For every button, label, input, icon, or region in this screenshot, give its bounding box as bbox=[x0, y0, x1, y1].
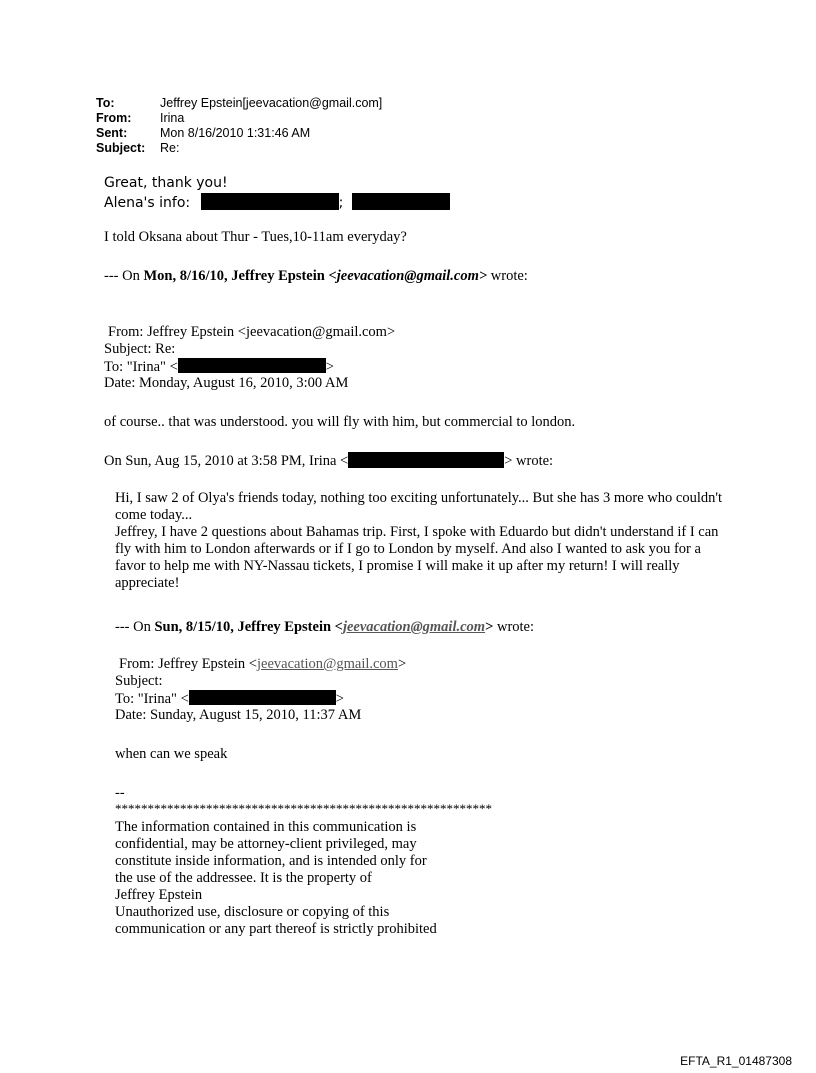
quote2-from-suffix: > bbox=[397, 656, 407, 672]
separator: ; bbox=[338, 195, 344, 211]
quote2-intro-gt: > bbox=[485, 619, 494, 635]
quote2-subject-line: Subject: bbox=[115, 673, 163, 689]
signature-disclaimer bbox=[115, 819, 437, 938]
header-sent-row bbox=[96, 126, 382, 141]
redaction-box bbox=[201, 193, 339, 210]
disclaimer-line: Jeffrey Epstein bbox=[115, 887, 203, 903]
quote2-to-prefix: To: "Irina" < bbox=[115, 691, 189, 707]
disclaimer-line: confidential, may be attorney-client privileged, may bbox=[115, 836, 417, 852]
quote2-date-line: Date: Sunday, August 15, 2010, 11:37 AM bbox=[115, 707, 362, 723]
quote2-to-line bbox=[115, 690, 344, 708]
quote1-intro-prefix: --- On bbox=[104, 268, 144, 284]
quote1-on-prefix: On Sun, Aug 15, 2010 at 3:58 PM, Irina < bbox=[104, 453, 349, 469]
quote2-intro-sender: Sun, 8/15/10, Jeffrey Epstein bbox=[154, 619, 335, 635]
header-subject-row bbox=[96, 141, 382, 156]
sent-label: Sent: bbox=[96, 126, 128, 140]
irina-message: Hi, I saw 2 of Olya's friends today, nothing too exciting unfortunately... But she has 3 more who couldn't come today... Jeffrey, I have 2 questions about Bahamas trip. First, I spoke with Eduardo but didn't understand if I can fly with him to London afterwards or if I go to London by myself. And also I wanted to ask you for a favor to help me with NY-Nassau tickets, I promise I will make it up after my return! I will really appreciate! bbox=[115, 490, 723, 591]
quote2-to-suffix: > bbox=[335, 691, 344, 707]
quote1-intro-suffix: wrote: bbox=[487, 268, 528, 284]
quote2-intro-email-link[interactable]: jeevacation@gmail.com bbox=[342, 619, 486, 635]
quote1-to-line bbox=[104, 358, 334, 376]
disclaimer-line: the use of the addressee. It is the property of bbox=[115, 870, 372, 886]
quote2-from-line bbox=[119, 656, 406, 673]
quote1-date-line: Date: Monday, August 16, 2010, 3:00 AM bbox=[104, 375, 349, 391]
quote1-subject-line: Subject: Re: bbox=[104, 341, 176, 357]
quote2-from-prefix: From: Jeffrey Epstein < bbox=[119, 656, 257, 672]
redaction-box bbox=[352, 193, 450, 210]
quote1-intro-sender: Mon, 8/16/10, Jeffrey Epstein bbox=[143, 268, 329, 284]
redaction-box bbox=[189, 690, 336, 705]
quote1-intro-email: <jeevacation@gmail.com> bbox=[328, 268, 488, 284]
from-label: From: bbox=[96, 111, 132, 125]
quote2-intro-lt: < bbox=[334, 619, 343, 635]
reply-line-1: Great, thank you! bbox=[104, 175, 228, 191]
disclaimer-line: constitute inside information, and is intended only for bbox=[115, 853, 427, 869]
redaction-box bbox=[348, 452, 504, 468]
quote1-to-prefix: To: "Irina" < bbox=[104, 359, 178, 375]
disclaimer-line: Unauthorized use, disclosure or copying of this bbox=[115, 904, 390, 920]
quote1-from-line: From: Jeffrey Epstein <jeevacation@gmail.com> bbox=[108, 324, 396, 340]
from-value: Irina bbox=[160, 111, 185, 125]
to-value: Jeffrey Epstein[jeevacation@gmail.com] bbox=[160, 96, 383, 110]
quote1-to-suffix: > bbox=[325, 359, 334, 375]
subject-label: Subject: bbox=[96, 141, 146, 155]
email-header bbox=[96, 96, 382, 156]
document-id: EFTA_R1_01487308 bbox=[680, 1054, 792, 1068]
alena-info-label: Alena's info: bbox=[104, 195, 191, 211]
subject-value: Re: bbox=[160, 141, 180, 155]
reply-block bbox=[104, 174, 450, 213]
sent-value: Mon 8/16/2010 1:31:46 AM bbox=[160, 126, 311, 140]
disclaimer-line: The information contained in this communication is bbox=[115, 819, 417, 835]
header-from-row bbox=[96, 111, 382, 126]
quote1-body: of course.. that was understood. you will fly with him, but commercial to london. bbox=[104, 414, 576, 430]
redaction-box bbox=[178, 358, 326, 373]
quote1-on-line bbox=[104, 452, 553, 470]
quote1-on-suffix: > wrote: bbox=[504, 453, 554, 469]
reply-line-2 bbox=[104, 193, 450, 213]
quote2-intro-prefix: --- On bbox=[115, 619, 155, 635]
signature-stars: ********************************************************** bbox=[115, 801, 492, 816]
to-label: To: bbox=[96, 96, 115, 110]
reply-line-3: I told Oksana about Thur - Tues,10-11am everyday? bbox=[104, 229, 407, 245]
quote2-intro-suffix: wrote: bbox=[493, 619, 535, 635]
quote2-from-email-link[interactable]: jeevacation@gmail.com bbox=[256, 656, 398, 672]
header-to-row bbox=[96, 96, 382, 111]
quote1-intro bbox=[104, 268, 528, 285]
quote2-body: when can we speak bbox=[115, 746, 228, 762]
quote2-intro bbox=[115, 619, 534, 636]
disclaimer-line: communication or any part thereof is strictly prohibited bbox=[115, 921, 437, 937]
signature-dashes: -- bbox=[115, 785, 125, 801]
